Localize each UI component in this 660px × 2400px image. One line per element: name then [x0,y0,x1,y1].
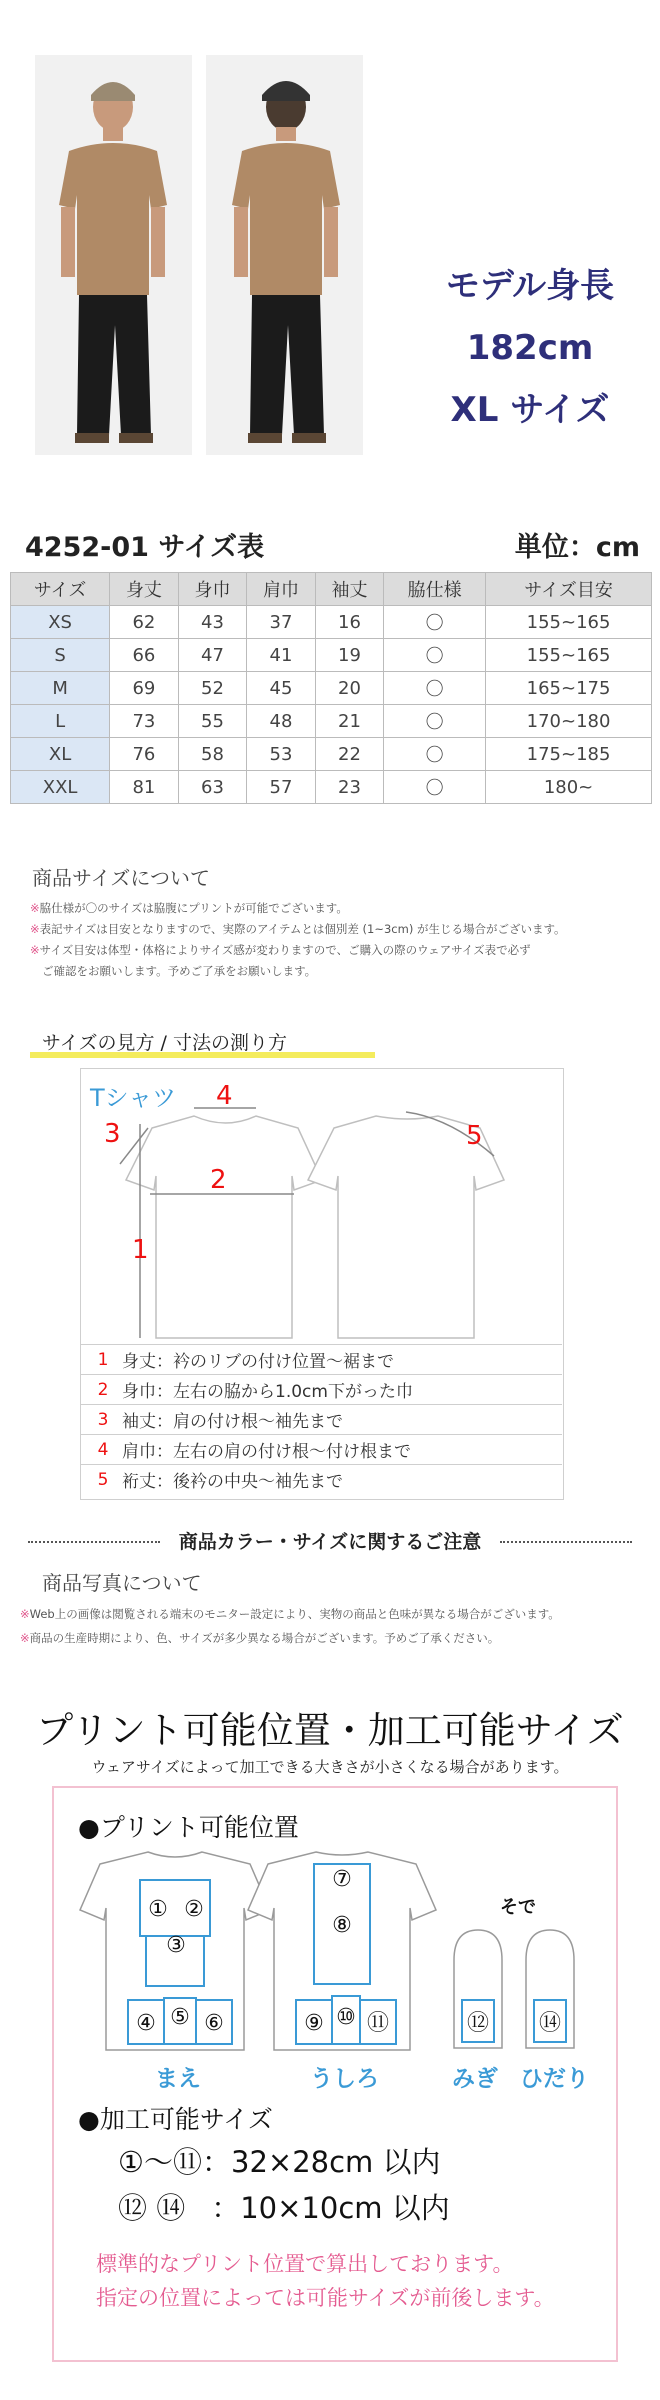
photo-note [20,1630,499,1646]
measure-text: 身巾：左右の脇から1.0cm下がった巾 [122,1382,413,1402]
table-row [11,639,652,672]
col-header: 脇仕様 [384,573,486,606]
note-mark: ※ [30,943,40,957]
marker-1: 1 [132,1235,149,1265]
model-height-label: モデル身長 [445,266,615,306]
table-cell: 66 [110,639,179,672]
table-cell: 48 [247,705,316,738]
table-cell: 73 [110,705,179,738]
note-text: 脇仕様が〇のサイズは脇腹にプリントが可能でございます。 [39,901,348,915]
measure-row [80,1434,562,1464]
table-cell: 45 [247,672,316,705]
table-cell: 69 [110,672,179,705]
marker-3: 3 [104,1119,121,1149]
print-title: プリント可能位置・加工可能サイズ [36,1709,624,1752]
measure-num: 5 [97,1469,109,1490]
table-cell: 21 [315,705,384,738]
size-cell: XXL [11,771,110,804]
print-positions-heading: ●プリント可能位置 [78,1813,299,1842]
size-note-cont: ご確認をお願いします。予めご了承をお願いします。 [42,964,317,978]
note-mark: ※ [20,1631,30,1645]
note-mark: ※ [30,901,40,915]
model-height-value: 182cm [466,328,594,368]
measure-num: 4 [97,1439,109,1460]
note-mark: ※ [30,922,40,936]
marker-2: 2 [210,1165,227,1195]
measure-num: 3 [97,1409,109,1430]
size-table-unit: 単位：cm [514,532,640,563]
size-note [30,921,566,937]
table-cell: 47 [178,639,247,672]
note-text: サイズ目安は体型・体格によりサイズ感が変わりますので、ご購入の際のウェアサイズ表で必ず [39,943,531,957]
mark-8: ⑧ [332,1913,352,1938]
measure-row [80,1374,562,1404]
table-cell: 41 [247,639,316,672]
mark-6: ⑥ [204,2011,224,2036]
mark-5: ⑤ [170,2005,190,2030]
size-value: ：10×10cm 以内 [211,2191,450,2225]
model-front-figure [35,55,192,455]
photo-note [20,1606,560,1622]
table-cell: 175~185 [486,738,652,771]
measure-list [80,1344,562,1494]
mark-3: ③ [166,1933,186,1958]
front-label: まえ [155,2066,201,2092]
table-cell: 63 [178,771,247,804]
size-note [30,900,348,916]
measure-section-title: サイズの見方 / 寸法の測り方 [42,1032,287,1054]
mark-11: ⑪ [366,2011,390,2036]
table-cell: 20 [315,672,384,705]
size-row [118,2140,441,2181]
size-cell: L [11,705,110,738]
size-cell: M [11,672,110,705]
mark-14: ⑭ [538,2011,562,2036]
table-cell: 〇 [384,639,486,672]
col-header: サイズ [11,573,110,606]
sleeve-heading: そで [500,1897,536,1918]
model-info [420,255,640,441]
model-photo-front [35,55,192,455]
table-cell: 52 [178,672,247,705]
mark-2: ② [184,1897,204,1922]
size-value: ：32×28cm 以内 [202,2145,441,2179]
table-cell: 165~175 [486,672,652,705]
table-cell: 180~ [486,771,652,804]
measure-text: 身丈：衿のリブの付け位置～裾まで [122,1352,394,1372]
mark-12: ⑫ [466,2011,490,2036]
table-cell: 76 [110,738,179,771]
note-mark: ※ [20,1607,30,1621]
table-cell: 57 [247,771,316,804]
size-range: ①～⑪ [118,2145,202,2179]
table-cell: 155~165 [486,606,652,639]
table-cell: 〇 [384,705,486,738]
mark-1: ① [148,1897,168,1922]
print-subtitle: ウェアサイズによって加工できる大きさが小さくなる場合があります。 [91,1758,569,1776]
table-row [11,606,652,639]
table-cell: 43 [178,606,247,639]
size-table [10,572,652,804]
marker-5: 5 [466,1121,483,1151]
size-row [118,2186,450,2227]
caution-title: 商品カラー・サイズに関するご注意 [178,1531,482,1553]
table-cell: 23 [315,771,384,804]
size-range: ⑫ ⑭ [118,2191,186,2225]
col-header: 身丈 [110,573,179,606]
mark-9: ⑨ [304,2011,324,2036]
measure-num: 1 [97,1349,109,1370]
table-cell: 37 [247,606,316,639]
table-cell: 53 [247,738,316,771]
print-position-diagram [70,1850,610,2070]
measure-row [80,1404,562,1434]
col-header: サイズ目安 [486,573,652,606]
table-cell: 〇 [384,606,486,639]
table-cell: 58 [178,738,247,771]
measure-row [80,1464,562,1494]
left-sleeve-label: ひだり [520,2066,589,2092]
size-table-title: 4252-01 サイズ表 [25,532,265,563]
note-text: Web上の画像は閲覧される端末のモニター設定により、実物の商品と色味が異なる場合がございます。 [29,1607,560,1621]
size-cell: S [11,639,110,672]
table-cell: 22 [315,738,384,771]
size-table-header-row [11,573,652,606]
col-header: 身巾 [178,573,247,606]
caution-header [20,1527,640,1557]
table-cell: 〇 [384,771,486,804]
mark-4: ④ [136,2011,156,2036]
note-text: 表記サイズは目安となりますので、実際のアイテムとは個別差 (1~3cm) が生じる場合がございます。 [39,922,566,936]
measure-text: 肩巾：左右の肩の付け根～付け根まで [122,1442,411,1462]
table-row [11,738,652,771]
size-cell: XL [11,738,110,771]
table-cell: 155~165 [486,639,652,672]
print-sizes-heading: ●加工可能サイズ [78,2105,273,2134]
table-cell: 170~180 [486,705,652,738]
model-back-figure [206,55,363,455]
size-notes-heading: 商品サイズについて [32,866,210,890]
marker-4: 4 [216,1081,233,1111]
print-footnote-2: 指定の位置によっては可能サイズが前後します。 [96,2286,555,2310]
table-cell: 19 [315,639,384,672]
col-header: 袖丈 [315,573,384,606]
table-cell: 〇 [384,738,486,771]
table-cell: 16 [315,606,384,639]
model-photo-back [206,55,363,455]
print-footnote-1: 標準的なプリント位置で算出しております。 [96,2252,514,2276]
size-cell: XS [11,606,110,639]
table-row [11,771,652,804]
photo-notes-heading: 商品写真について [42,1571,202,1595]
col-header: 肩巾 [247,573,316,606]
measure-num: 2 [97,1379,109,1400]
measure-row [80,1344,562,1374]
table-cell: 62 [110,606,179,639]
measure-text: 裄丈：後衿の中央～袖先まで [122,1472,343,1492]
note-text: 商品の生産時期により、色、サイズが多少異なる場合がございます。予めご了承ください。 [29,1631,500,1645]
tshirt-measure-diagram [80,1068,562,1344]
table-row [11,705,652,738]
mark-10: ⑩ [336,2005,356,2030]
tshirt-label: Tシャツ [90,1084,177,1112]
table-cell: 〇 [384,672,486,705]
right-sleeve-label: みぎ [452,2066,498,2092]
tshirt-front-outline [126,1116,322,1338]
measure-text: 袖丈：肩の付け根～袖先まで [122,1412,343,1432]
table-row [11,672,652,705]
back-label: うしろ [310,2066,379,2092]
model-size: XL サイズ [450,390,610,430]
mark-7: ⑦ [332,1867,352,1892]
size-note [30,942,531,958]
table-cell: 55 [178,705,247,738]
table-cell: 81 [110,771,179,804]
